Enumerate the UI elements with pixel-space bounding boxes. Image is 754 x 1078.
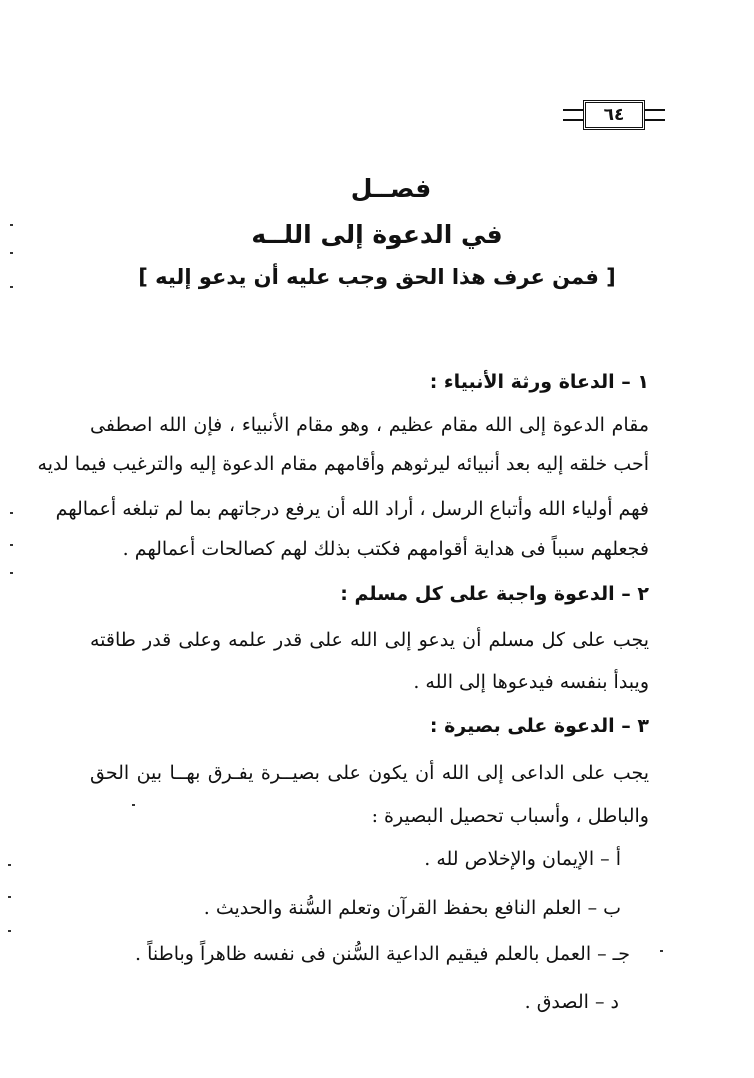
scan-speck — [8, 896, 11, 898]
scan-speck — [8, 930, 11, 932]
scan-speck — [10, 286, 13, 288]
scan-speck — [660, 950, 663, 952]
scan-speck — [10, 572, 13, 574]
list-item: جـ – العمل بالعلم فيقيم الداعية السُّنن فى نفسه ظاهراً وباطناً . — [134, 943, 630, 965]
scan-speck — [10, 252, 13, 254]
chapter-bracket-note: [ فمن عرف هذا الحق وجب عليه أن يدعو إليه ] — [138, 265, 616, 289]
section-heading: ٣ – الدعوة على بصيرة : — [429, 715, 649, 737]
section-heading: ٢ – الدعوة واجبة على كل مسلم : — [340, 583, 649, 605]
scan-speck — [10, 544, 13, 546]
paragraph-line: يجب على الداعى إلى الله أن يكون على بصيــرة يفـرق بهــا بين الحق — [90, 762, 649, 784]
paragraph-line: مقام الدعوة إلى الله مقام عظيم ، وهو مقام الأنبياء ، فإن الله اصطفى — [90, 414, 649, 436]
list-item: د – الصدق . — [524, 991, 619, 1013]
paragraph-line: والباطل ، وأسباب تحصيل البصيرة : — [371, 805, 649, 827]
chapter-subtitle: في الدعوة إلى اللــه — [251, 220, 503, 249]
scan-speck — [10, 512, 13, 514]
paragraph-line: ويبدأ بنفسه فيدعوها إلى الله . — [413, 671, 649, 693]
scan-speck — [132, 804, 135, 806]
paragraph-line: فجعلهم سبباً فى هداية أقوامهم فكتب بذلك لهم كصالحات أعمالهم . — [122, 538, 649, 560]
list-item: ب – العلم النافع بحفظ القرآن وتعلم السُّنة والحديث . — [203, 897, 621, 919]
section-heading: ١ – الدعاة ورثة الأنبياء : — [429, 371, 649, 393]
paragraph-line: أحب خلقه إليه بعد أنبيائه ليرثوهم وأقامهم مقام الدعوة إليه والترغيب فيما لديه — [37, 453, 649, 475]
page-number — [563, 100, 665, 130]
list-item: أ – الإيمان والإخلاص لله . — [424, 848, 621, 870]
page-number-box: ٦٤ — [583, 100, 645, 130]
chapter-title: فصــل — [350, 174, 432, 203]
scan-speck — [8, 864, 11, 866]
scan-speck — [10, 224, 13, 226]
paragraph-line: فهم أولياء الله وأتباع الرسل ، أراد الله أن يرفع درجاتهم بما لم تبلغه أعمالهم — [55, 498, 649, 520]
paragraph-line: يجب على كل مسلم أن يدعو إلى الله على قدر علمه وعلى قدر طاقته — [90, 629, 649, 651]
